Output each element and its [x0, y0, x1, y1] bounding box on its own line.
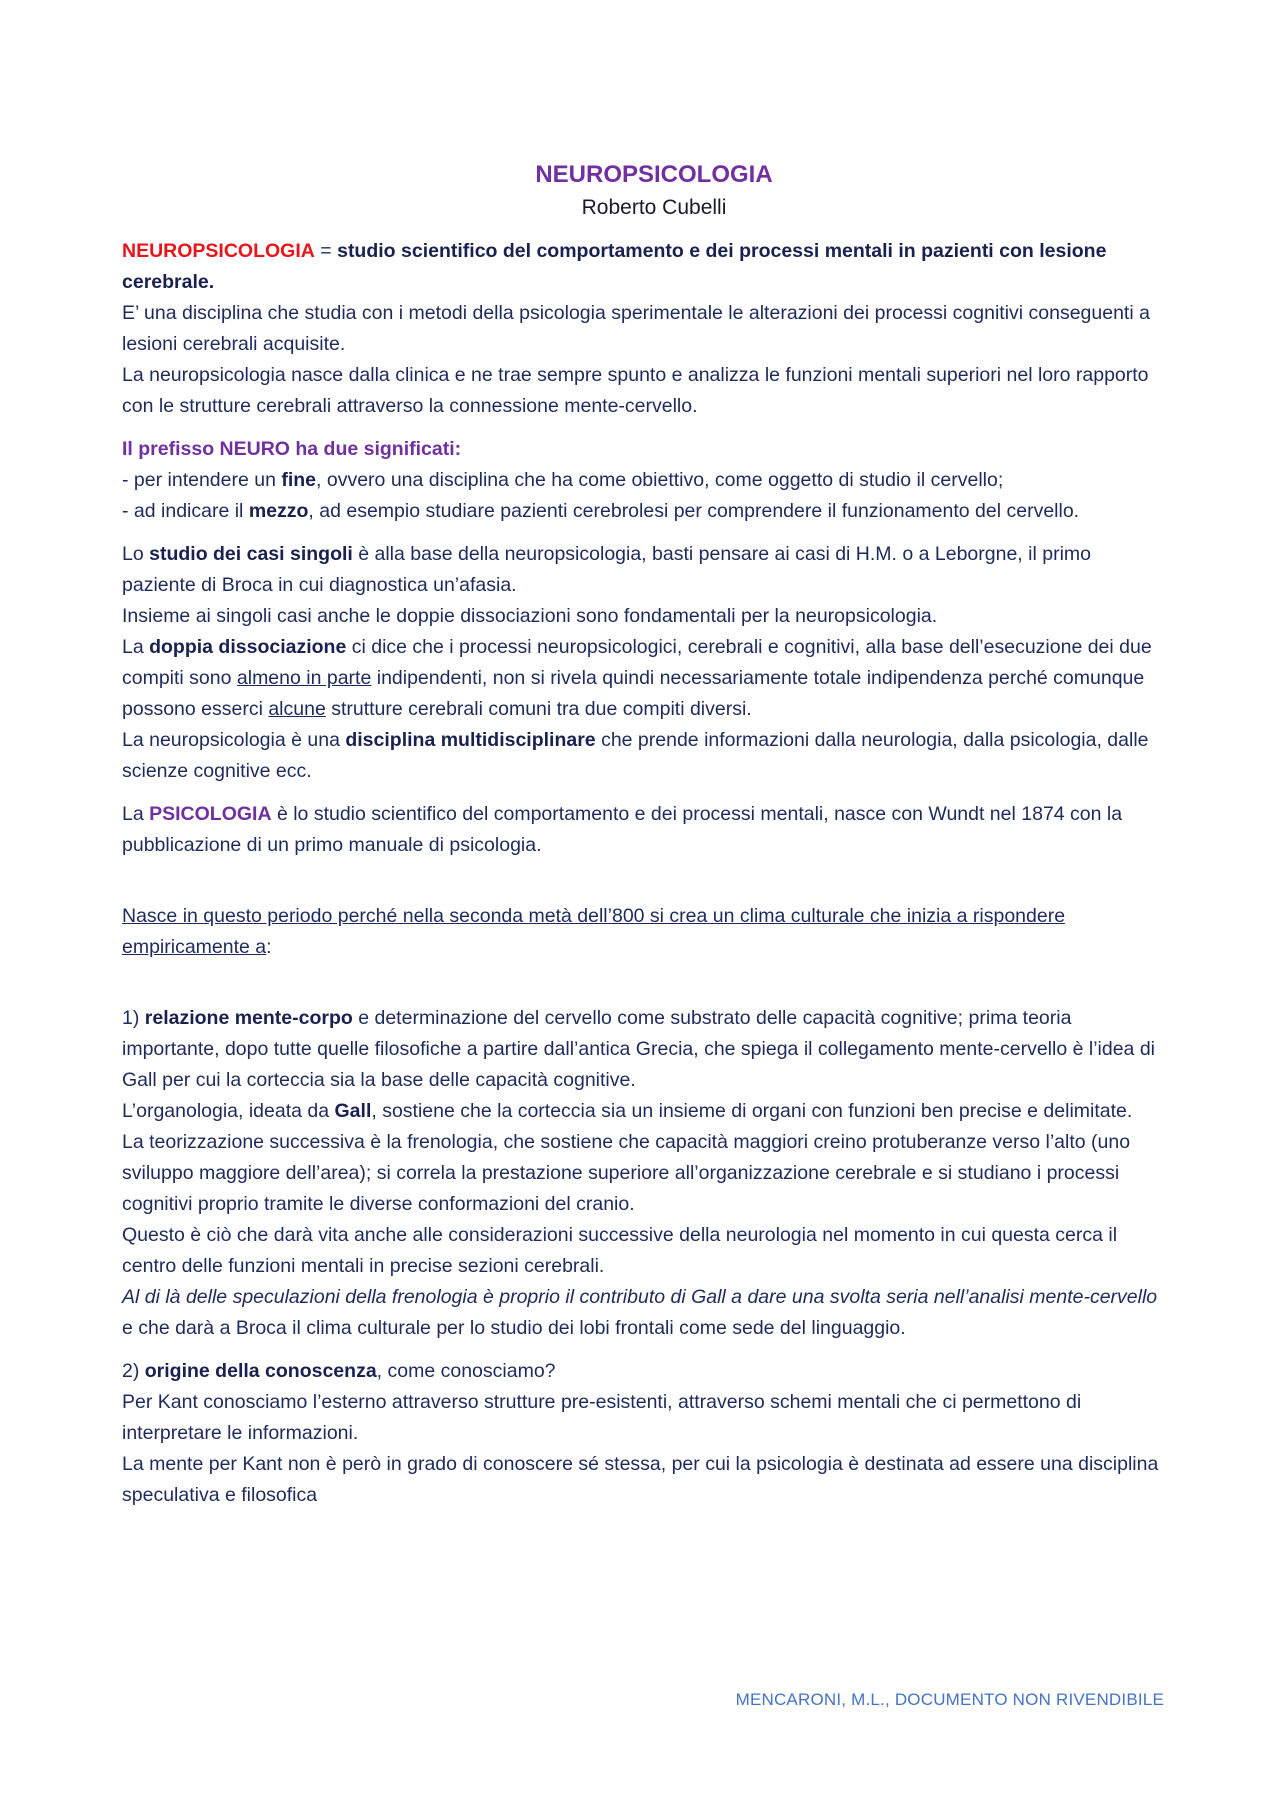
term-psicologia: PSICOLOGIA: [149, 803, 272, 825]
paragraph-line: Per Kant conosciamo l’esterno attraverso strutture pre-esistenti, attraverso schemi mentali che ci permettono di interpretare le informazioni.: [122, 1391, 1082, 1444]
paragraph-conoscenza: [122, 1356, 1162, 1511]
paragraph-line: La neuropsicologia nasce dalla clinica e ne trae sempre spunto e analizza le funzioni mentali superiori nel loro rapporto con le strutture cerebrali attraverso la connessione mente-cervello.: [122, 364, 1149, 417]
term-neuropsicologia: NEUROPSICOLOGIA: [122, 240, 315, 262]
paragraph-line: Insieme ai singoli casi anche le doppie dissociazioni sono fondamentali per la neuropsicologia.: [122, 605, 938, 627]
paragraph-prefisso-neuro: [122, 434, 1162, 527]
paragraph-nasce: Nasce in questo periodo perché nella seconda metà dell’800 si crea un clima culturale che inizia a rispondere empiricamente a:: [122, 905, 1066, 958]
paragraph-line: Questo è ciò che darà vita anche alle considerazioni successive della neurologia nel momento in cui questa cerca il centro delle funzioni mentali in precise sezioni cerebrali.: [122, 1224, 1118, 1277]
definition-text: studio scientifico del comportamento e dei processi mentali in pazienti con lesione cerebrale.: [122, 240, 1107, 293]
document-author: Roberto Cubelli: [581, 196, 727, 219]
spacer: [122, 975, 1162, 1003]
paragraph-line: Al di là delle speculazioni della frenologia è proprio il contributo di Gall a dare una svolta seria nell’analisi mente-cervello e che darà a Broca il clima culturale per lo studio dei lobi frontali come sede del linguaggio.: [122, 1286, 1158, 1339]
list-item: - ad indicare il mezzo, ad esempio studiare pazienti cerebrolesi per comprendere il funzionamento del cervello.: [122, 500, 1080, 522]
list-item: - per intendere un fine, ovvero una disciplina che ha come obiettivo, come oggetto di studio il cervello;: [122, 469, 1004, 491]
document-title: NEUROPSICOLOGIA: [535, 161, 773, 188]
paragraph-casi-singoli: [122, 539, 1162, 787]
paragraph-psicologia: La PSICOLOGIA è lo studio scientifico del comportamento e dei processi mentali, nasce con Wundt nel 1874 con la pubblicazione di un primo manuale di psicologia.: [122, 803, 1123, 856]
spacer: [122, 873, 1162, 901]
paragraph-line: La neuropsicologia è una disciplina multidisciplinare che prende informazioni dalla neurologia, dalla psicologia, dalle scienze cognitive ecc.: [122, 729, 1149, 782]
section-heading: Il prefisso NEURO ha due significati:: [122, 438, 462, 460]
document-page: [122, 158, 1162, 1523]
paragraph-line: La mente per Kant non è però in grado di conoscere sé stessa, per cui la psicologia è destinata ad essere una disciplina speculativa e filosofica: [122, 1453, 1159, 1506]
paragraph-definition: [122, 236, 1162, 422]
paragraph-line: La teorizzazione successiva è la frenologia, che sostiene che capacità maggiori creino protuberanze verso l’alto (uno sviluppo maggiore dell’area); si correla la prestazione superiore all’organizzazione cerebrale e si studiano i processi cognitivi proprio tramite le diverse conformazioni del cranio.: [122, 1131, 1131, 1215]
page-footer: MENCARONI, M.L., DOCUMENTO NON RIVENDIBILE: [735, 1690, 1164, 1709]
paragraph-line: L’organologia, ideata da Gall, sostiene che la corteccia sia un insieme di organi con funzioni ben precise e delimitate.: [122, 1100, 1133, 1122]
paragraph-line: La doppia dissociazione ci dice che i processi neuropsicologici, cerebrali e cognitivi, alla base dell’esecuzione dei due compiti sono almeno in parte indipendenti, non si rivela quindi necessariamente totale indipendenza perché comunque possono esserci alcune strutture cerebrali comuni tra due compiti diversi.: [122, 636, 1152, 720]
paragraph-line: 1) relazione mente-corpo e determinazione del cervello come substrato delle capacità cognitive; prima teoria importante, dopo tutte quelle filosofiche a partire dall’antica Grecia, che spiega il collegamento mente-cervello è l’idea di Gall per cui la corteccia sia la base delle capacità cognitive.: [122, 1007, 1155, 1091]
paragraph-mente-corpo: [122, 1003, 1162, 1344]
equals-sign: =: [314, 240, 338, 262]
paragraph-line: Lo studio dei casi singoli è alla base della neuropsicologia, basti pensare ai casi di H.M. o a Leborgne, il primo paziente di Broca in cui diagnostica un’afasia.: [122, 543, 1091, 596]
paragraph-line: E’ una disciplina che studia con i metodi della psicologia sperimentale le alterazioni dei processi cognitivi conseguenti a lesioni cerebrali acquisite.: [122, 302, 1150, 355]
paragraph-line: 2) origine della conoscenza, come conosciamo?: [122, 1360, 556, 1382]
